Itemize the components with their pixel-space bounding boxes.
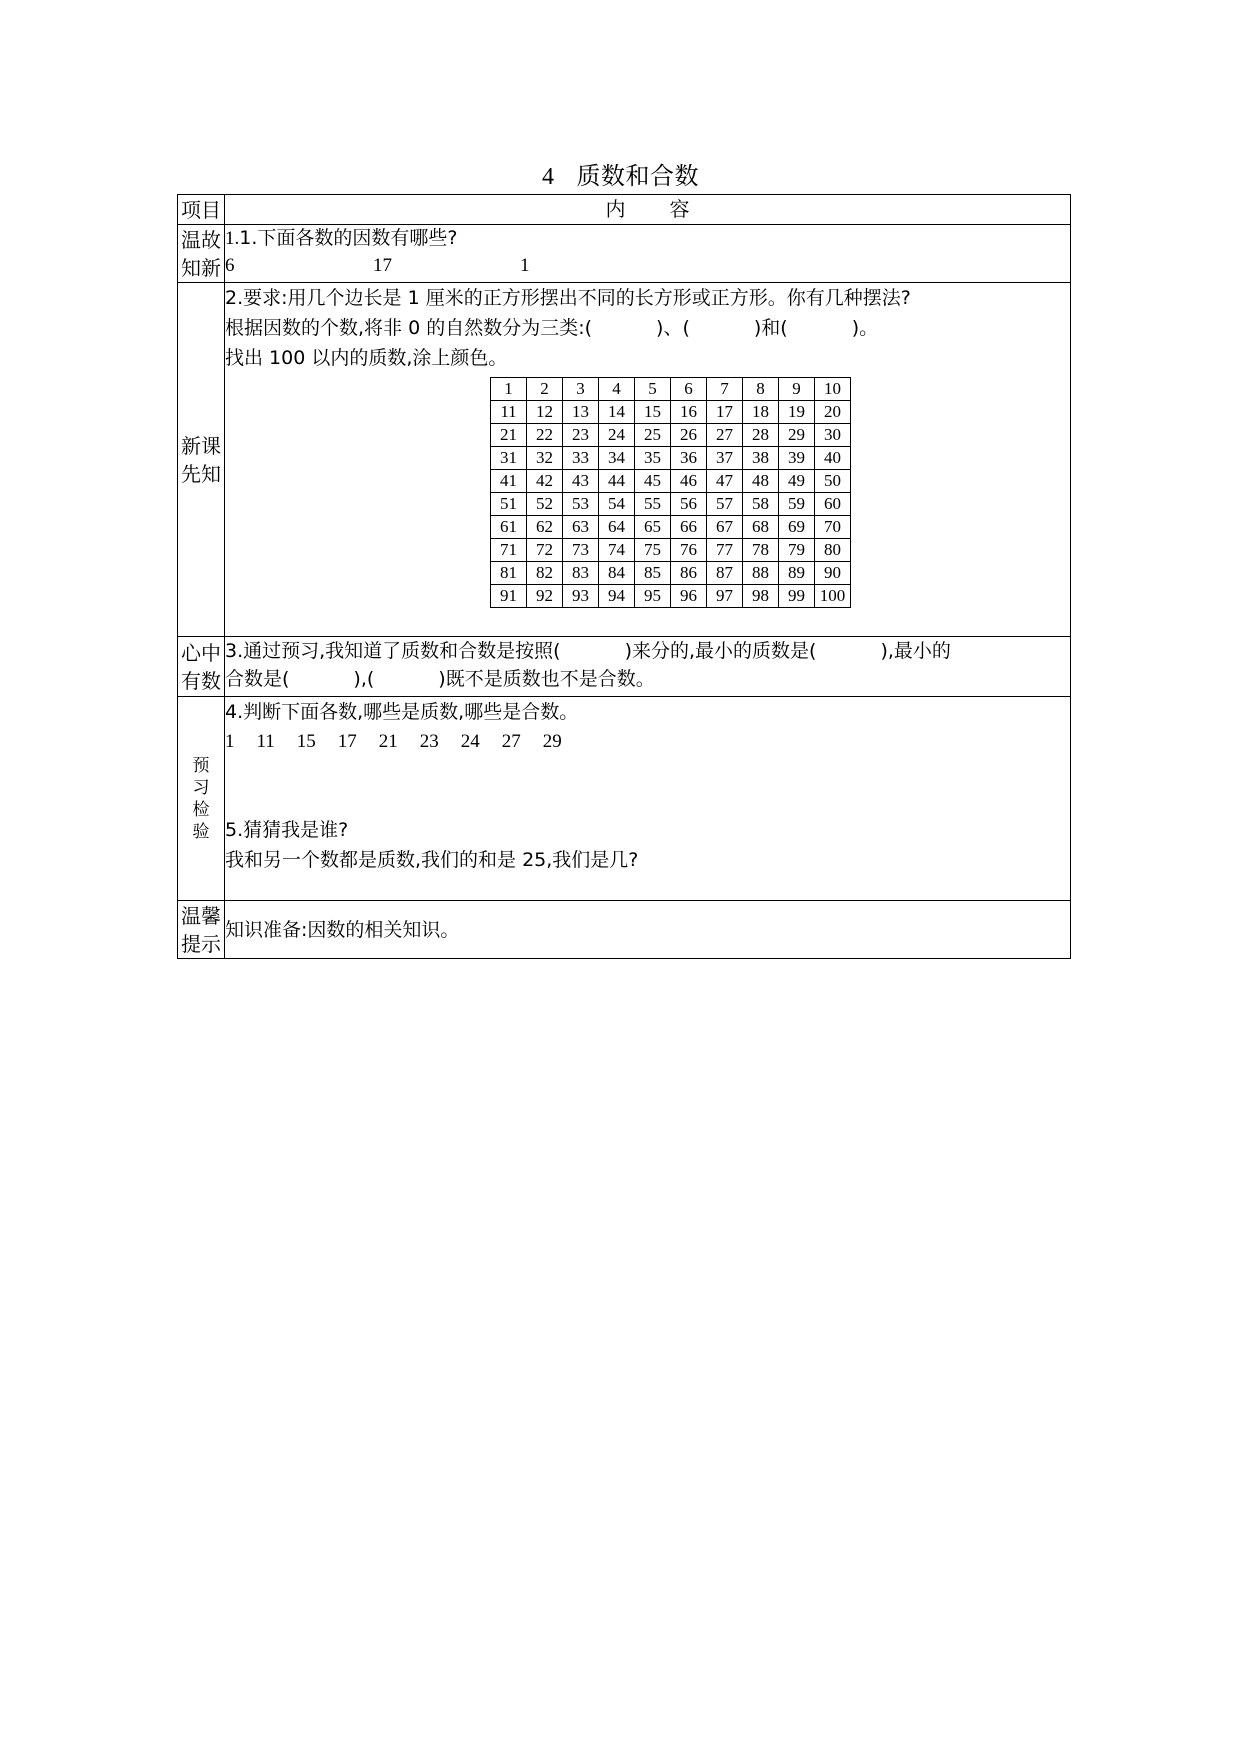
grid-row	[491, 447, 851, 470]
title-number: 4	[542, 164, 555, 190]
review-question: 1.下面各数的因数有哪些?	[239, 227, 458, 249]
grid-cell[interactable]: 62	[527, 516, 563, 539]
summary-line1-a: 3.通过预习,我知道了质数和合数是按照(	[225, 640, 561, 662]
header-content-label-b: 容	[669, 197, 690, 221]
grid-cell[interactable]: 86	[671, 562, 707, 585]
q2-line2-c: )和(	[753, 317, 788, 339]
grid-cell[interactable]: 97	[707, 585, 743, 608]
grid-cell[interactable]: 55	[635, 493, 671, 516]
review-label-a: 温故	[181, 227, 221, 252]
grid-cell[interactable]: 58	[743, 493, 779, 516]
summary-line1-c: ),最小的	[880, 640, 951, 662]
grid-cell[interactable]: 94	[599, 585, 635, 608]
q2-line1: 2.要求:用几个边长是 1 厘米的正方形摆出不同的长方形或正方形。你有几种摆法?	[225, 287, 911, 309]
grid-cell[interactable]: 63	[563, 516, 599, 539]
q5-detail: 我和另一个数都是质数,我们的和是 25,我们是几?	[225, 849, 639, 871]
grid-cell[interactable]: 26	[671, 424, 707, 447]
grid-cell[interactable]: 39	[779, 447, 815, 470]
grid-cell[interactable]: 50	[815, 470, 851, 493]
grid-cell[interactable]: 16	[671, 401, 707, 424]
grid-cell[interactable]: 96	[671, 585, 707, 608]
grid-cell[interactable]: 67	[707, 516, 743, 539]
grid-row	[491, 516, 851, 539]
grid-cell[interactable]: 79	[779, 539, 815, 562]
grid-cell[interactable]: 10	[815, 378, 851, 401]
header-item-cell	[178, 195, 225, 225]
header-content-cell	[225, 195, 1071, 225]
grid-cell[interactable]: 68	[743, 516, 779, 539]
q4-number: 29	[542, 731, 562, 752]
summary-label-b: 有数	[181, 668, 221, 693]
grid-cell[interactable]: 31	[491, 447, 527, 470]
grid-cell[interactable]: 47	[707, 470, 743, 493]
grid-cell[interactable]: 43	[563, 470, 599, 493]
grid-cell[interactable]: 19	[779, 401, 815, 424]
grid-cell[interactable]: 8	[743, 378, 779, 401]
q4-number: 27	[501, 731, 521, 752]
summary-line2-a: 合数是(	[225, 668, 290, 690]
q4-number: 17	[337, 731, 357, 752]
grid-cell[interactable]: 24	[599, 424, 635, 447]
grid-cell[interactable]: 25	[635, 424, 671, 447]
grid-cell[interactable]: 32	[527, 447, 563, 470]
summary-line2-c: )既不是质数也不是合数。	[438, 668, 655, 690]
grid-cell[interactable]: 12	[527, 401, 563, 424]
grid-cell[interactable]: 27	[707, 424, 743, 447]
grid-cell[interactable]: 28	[743, 424, 779, 447]
header-content-label-a: 内	[605, 197, 626, 221]
grid-cell[interactable]: 70	[815, 516, 851, 539]
grid-cell[interactable]: 44	[599, 470, 635, 493]
new-lesson-label-b: 先知	[181, 461, 221, 486]
grid-cell[interactable]: 11	[491, 401, 527, 424]
grid-cell[interactable]: 89	[779, 562, 815, 585]
grid-cell[interactable]: 29	[779, 424, 815, 447]
grid-cell[interactable]: 1	[491, 378, 527, 401]
q4-numbers	[225, 727, 1070, 757]
tips-label-b: 提示	[181, 931, 221, 956]
tips-content	[225, 901, 1071, 959]
q5-text: 5.猜猜我是谁?	[225, 819, 349, 841]
summary-line1-b: )来分的,最小的质数是(	[624, 640, 817, 662]
check-label-1: 预	[192, 755, 210, 776]
grid-cell[interactable]: 60	[815, 493, 851, 516]
q4-number: 21	[378, 731, 398, 752]
review-number-3: 1	[520, 255, 530, 276]
grid-cell[interactable]: 77	[707, 539, 743, 562]
grid-cell[interactable]: 65	[635, 516, 671, 539]
grid-row	[491, 493, 851, 516]
grid-row	[491, 562, 851, 585]
grid-cell[interactable]: 87	[707, 562, 743, 585]
grid-cell[interactable]: 18	[743, 401, 779, 424]
review-label-b: 知新	[181, 255, 221, 280]
grid-cell[interactable]: 3	[563, 378, 599, 401]
grid-cell[interactable]: 48	[743, 470, 779, 493]
tips-text: 知识准备:因数的相关知识。	[225, 918, 460, 941]
grid-cell[interactable]: 84	[599, 562, 635, 585]
grid-cell[interactable]: 20	[815, 401, 851, 424]
summary-line2-b: ),(	[353, 668, 375, 690]
grid-cell[interactable]: 76	[671, 539, 707, 562]
new-lesson-content	[225, 283, 1071, 637]
grid-cell[interactable]: 69	[779, 516, 815, 539]
grid-cell[interactable]: 49	[779, 470, 815, 493]
grid-cell[interactable]: 88	[743, 562, 779, 585]
grid-cell[interactable]: 82	[527, 562, 563, 585]
page-title	[0, 156, 1241, 191]
q4-text: 4.判断下面各数,哪些是质数,哪些是合数。	[225, 701, 579, 723]
grid-cell[interactable]: 30	[815, 424, 851, 447]
q4-number: 15	[296, 731, 316, 752]
grid-cell[interactable]: 91	[491, 585, 527, 608]
grid-row	[491, 401, 851, 424]
grid-cell[interactable]: 93	[563, 585, 599, 608]
grid-cell[interactable]: 38	[743, 447, 779, 470]
hundred-number-grid	[490, 377, 851, 608]
q4-number: 11	[256, 731, 275, 752]
q4-number: 23	[419, 731, 439, 752]
q4-number: 1	[225, 731, 235, 752]
grid-cell[interactable]: 15	[635, 401, 671, 424]
grid-cell[interactable]: 75	[635, 539, 671, 562]
grid-cell[interactable]: 41	[491, 470, 527, 493]
check-label-4: 验	[192, 821, 210, 842]
worksheet-table	[177, 194, 1071, 959]
grid-cell[interactable]: 78	[743, 539, 779, 562]
summary-label-cell	[178, 637, 225, 697]
check-content	[225, 697, 1071, 901]
q2-line2-d: )。	[851, 317, 879, 339]
grid-cell[interactable]: 99	[779, 585, 815, 608]
grid-cell[interactable]: 7	[707, 378, 743, 401]
grid-cell[interactable]: 66	[671, 516, 707, 539]
grid-cell[interactable]: 53	[563, 493, 599, 516]
grid-cell[interactable]: 73	[563, 539, 599, 562]
grid-cell[interactable]: 37	[707, 447, 743, 470]
grid-row	[491, 470, 851, 493]
grid-cell[interactable]: 57	[707, 493, 743, 516]
summary-label-a: 心中	[181, 640, 221, 665]
grid-cell[interactable]: 2	[527, 378, 563, 401]
grid-row	[491, 424, 851, 447]
grid-cell[interactable]: 45	[635, 470, 671, 493]
grid-cell[interactable]: 85	[635, 562, 671, 585]
check-label-cell	[178, 697, 225, 901]
grid-cell[interactable]: 13	[563, 401, 599, 424]
grid-cell[interactable]: 56	[671, 493, 707, 516]
grid-cell[interactable]: 40	[815, 447, 851, 470]
summary-line2	[225, 665, 1070, 693]
grid-cell[interactable]: 42	[527, 470, 563, 493]
q2-line2	[225, 313, 1070, 343]
grid-cell[interactable]: 100	[815, 585, 851, 608]
grid-cell[interactable]: 54	[599, 493, 635, 516]
grid-cell[interactable]: 51	[491, 493, 527, 516]
grid-cell[interactable]: 9	[779, 378, 815, 401]
grid-cell[interactable]: 95	[635, 585, 671, 608]
grid-cell[interactable]: 17	[707, 401, 743, 424]
review-content: 1.1.下面各数的因数有哪些? 6 17 1	[225, 225, 1071, 283]
grid-cell[interactable]: 83	[563, 562, 599, 585]
review-label-cell	[178, 225, 225, 283]
grid-row	[491, 539, 851, 562]
review-number-2: 17	[373, 255, 392, 276]
grid-cell[interactable]: 61	[491, 516, 527, 539]
grid-cell[interactable]: 59	[779, 493, 815, 516]
grid-cell[interactable]: 6	[671, 378, 707, 401]
title-text: 质数和合数	[576, 162, 699, 190]
grid-cell[interactable]: 22	[527, 424, 563, 447]
grid-cell[interactable]: 64	[599, 516, 635, 539]
q2-line3: 找出 100 以内的质数,涂上颜色。	[225, 347, 508, 369]
grid-cell[interactable]: 74	[599, 539, 635, 562]
review-number-1: 6	[225, 255, 235, 276]
new-lesson-label-cell	[178, 283, 225, 637]
grid-cell[interactable]: 5	[635, 378, 671, 401]
grid-cell[interactable]: 33	[563, 447, 599, 470]
new-lesson-label-a: 新课	[181, 433, 221, 458]
summary-line1	[225, 637, 1070, 665]
grid-cell[interactable]: 14	[599, 401, 635, 424]
grid-cell[interactable]: 36	[671, 447, 707, 470]
tips-label-cell	[178, 901, 225, 959]
grid-cell[interactable]: 92	[527, 585, 563, 608]
grid-cell[interactable]: 71	[491, 539, 527, 562]
grid-row	[491, 378, 851, 401]
q4-number: 24	[460, 731, 480, 752]
grid-cell[interactable]: 80	[815, 539, 851, 562]
grid-cell[interactable]: 34	[599, 447, 635, 470]
review-numbers	[225, 252, 1070, 279]
summary-content	[225, 637, 1071, 697]
check-label-2: 习	[192, 777, 210, 798]
grid-cell[interactable]: 81	[491, 562, 527, 585]
grid-cell[interactable]: 21	[491, 424, 527, 447]
grid-cell[interactable]: 46	[671, 470, 707, 493]
header-item-label: 项目	[181, 197, 221, 222]
tips-label-a: 温馨	[181, 903, 221, 928]
grid-cell[interactable]: 72	[527, 539, 563, 562]
grid-cell[interactable]: 90	[815, 562, 851, 585]
grid-cell[interactable]: 4	[599, 378, 635, 401]
grid-cell[interactable]: 98	[743, 585, 779, 608]
grid-cell[interactable]: 52	[527, 493, 563, 516]
grid-cell[interactable]: 23	[563, 424, 599, 447]
q2-line2-b: )、(	[656, 317, 690, 339]
check-label-3: 检	[192, 799, 210, 820]
q2-line2-a: 根据因数的个数,将非 0 的自然数分为三类:(	[225, 317, 593, 339]
grid-row	[491, 585, 851, 608]
grid-cell[interactable]: 35	[635, 447, 671, 470]
